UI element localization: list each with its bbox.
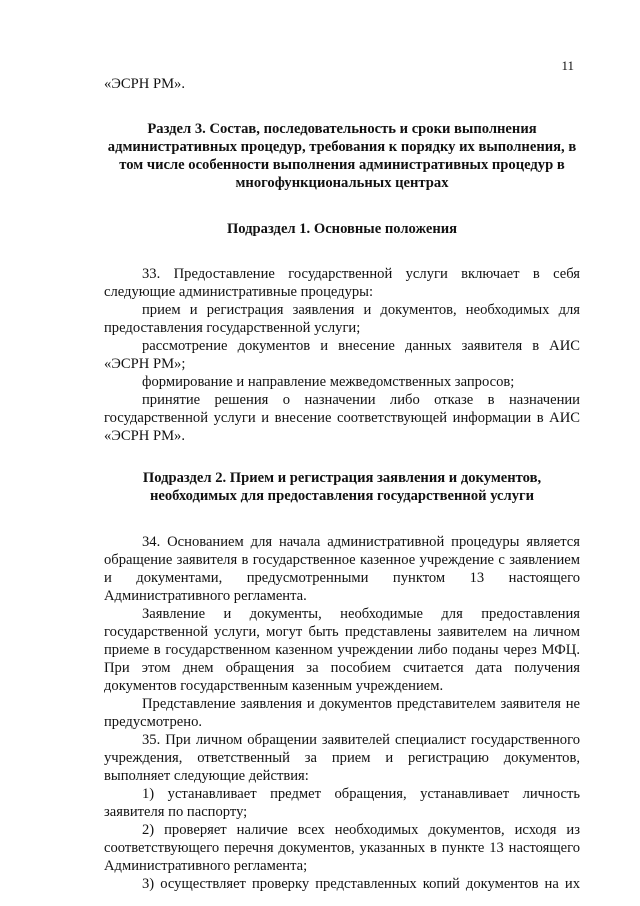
paragraph-33-item-2: рассмотрение документов и внесение данных заявителя в АИС «ЭСРН РМ»; xyxy=(104,338,580,372)
subsection2-title: Подраздел 2. Прием и регистрация заявления и документов, необходимых для предоставления государственной услуги xyxy=(142,470,542,504)
paragraph-34-part-b: предусмотренными пунктом 13 настоящего xyxy=(246,570,580,586)
paragraph-35-3: 3) осуществляет проверку представленных копий документов на их xyxy=(142,876,580,892)
section3-title: Раздел 3. Состав, последовательность и сроки выполнения административных процедур, требования к порядку их выполнения, в том числе особенности выполнения административных процедур в многофункциональных центрах xyxy=(107,121,577,191)
paragraph-34-3: Представление заявления и документов представителем заявителя не предусмотрено. xyxy=(104,696,580,730)
subsection1-title: Подраздел 1. Основные положения xyxy=(226,221,458,237)
paragraph-34-2: Заявление и документы, необходимые для предоставления государственной услуги, могут быть представлены заявителем на личном приеме в государственном казенном учреждении либо поданы через МФЦ. При этом днем обращения за пособием считается дата получения документов государственным казенным учреждением. xyxy=(104,606,580,694)
page-number: 11 xyxy=(561,58,574,73)
paragraph-35-2: 2) проверяет наличие всех необходимых документов, исходя из соответствующего перечня документов, указанных в пункте 13 настоящего Административного регламента; xyxy=(104,822,580,874)
paragraph-34 xyxy=(104,533,580,605)
document-body xyxy=(104,75,580,893)
paragraph-34-part-c: Административного регламента. xyxy=(104,588,307,604)
paragraph-33-item-3: формирование и направление межведомственных запросов; xyxy=(142,374,515,390)
paragraph-33-item-1: прием и регистрация заявления и документов, необходимых для предоставления государственной услуги; xyxy=(104,302,580,336)
paragraph-34-part-a: 34. Основанием для начала административной процедуры является обращение заявителя в государственное казенное учреждение с заявлением и документами, xyxy=(104,534,580,586)
paragraph-35-1: 1) устанавливает предмет обращения, устанавливает личность заявителя по паспорту; xyxy=(104,786,580,820)
lead-line: «ЭСРН РМ». xyxy=(104,76,186,92)
paragraph-33-item-4: принятие решения о назначении либо отказе в назначении государственной услуги и внесение соответствующей информации в АИС «ЭСРН РМ». xyxy=(104,392,580,444)
paragraph-35: 35. При личном обращении заявителей специалист государственного учреждения, ответственный за прием и регистрацию документов, выполняет следующие действия: xyxy=(104,732,580,784)
paragraph-33: 33. Предоставление государственной услуги включает в себя следующие административные процедуры: xyxy=(104,266,580,300)
